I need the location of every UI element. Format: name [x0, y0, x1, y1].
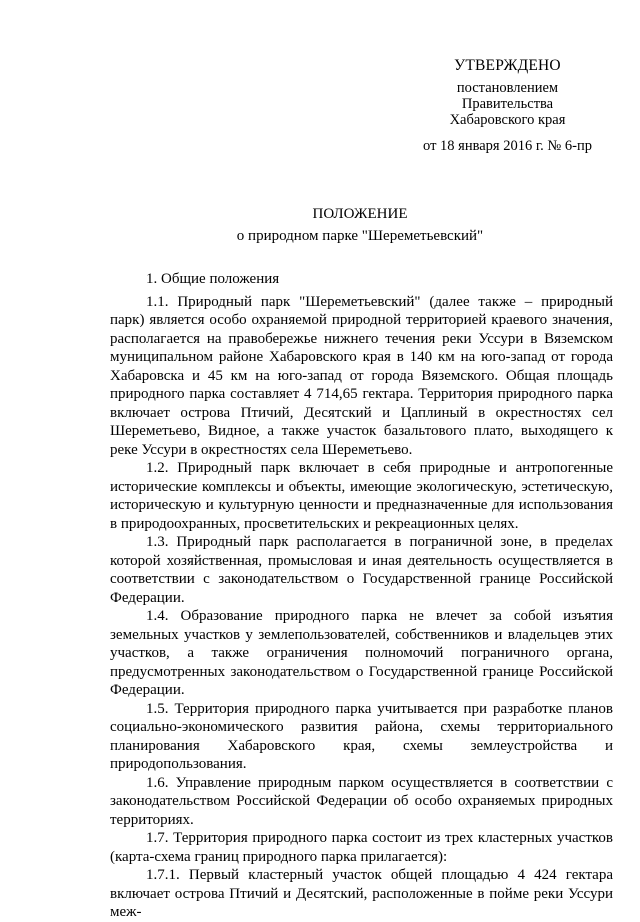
document-title: ПОЛОЖЕНИЕ — [312, 206, 408, 222]
paragraph-1-5: 1.5. Территория природного парка учитывается при разработке планов социально-экономического развития района, схемы территориального планирования Хабаровского края, схемы землеустройства и природопользования. — [110, 700, 613, 772]
paragraph-1-3: 1.3. Природный парк располагается в пограничной зоне, в пределах которой хозяйственная, промысловая и иная деятельность осуществляется в соответствии с законодательством о Государственной границе Российской Федерации. — [110, 534, 613, 606]
paragraph-1-6: 1.6. Управление природным парком осуществляется в соответствии с законодательством Российской Федерации об особо охраняемых природных территориях. — [110, 774, 613, 828]
section-heading: 1. Общие положения — [146, 271, 280, 287]
paragraph-1-7: 1.7. Территория природного парка состоит из трех кластерных участков (карта-схема границ природного парка прилагается): — [110, 830, 613, 865]
approval-line-region: Хабаровского края — [449, 112, 566, 128]
approval-block — [400, 58, 615, 154]
paragraph-1-7-1: 1.7.1. Первый кластерный участок общей площадью 4 424 гектара включает острова Птичий и Десятский, расположенные в пойме реки Уссури меж- — [110, 867, 613, 920]
document-subtitle: о природном парке "Шереметьевский" — [236, 228, 484, 244]
approval-date: от 18 января 2016 г. № 6-пр — [423, 138, 592, 154]
paragraph-1-4: 1.4. Образование природного парка не влечет за собой изъятия земельных участков у землепользователей, собственников и владельцев этих участков, а также ограничения полномочий пограничного органа, предусмотренных законодательством о Государственной границе Российской Федерации. — [110, 608, 613, 698]
approval-line-government: Правительства — [461, 96, 554, 112]
document-title-block — [110, 203, 610, 247]
approval-line-decree: постановлением — [456, 80, 559, 96]
document-body — [110, 270, 613, 922]
approval-stamp: УТВЕРЖДЕНО — [454, 57, 561, 74]
paragraph-1-2: 1.2. Природный парк включает в себя природные и антропогенные исторические комплексы и объекты, имеющие экологическую, эстетическую, историческую и культурную ценности и предназначенные для использования в природоохранных, просветительских и рекреационных целях. — [110, 460, 613, 532]
paragraph-1-1: 1.1. Природный парк "Шереметьевский" (далее также – природный парк) является особо охраняемой природной территорией краевого значения, располагается на правобережье нижнего течения реки Уссури в Вяземском муниципальном районе Хабаровского края в 140 км на юго-запад от города Хабаровска и 45 км на юго-запад от города Вяземского. Общая площадь природного парка составляет 4 714,65 гектара. Территория природного парка включает острова Птичий, Десятский и Цаплиный в окрестностях сел Шереметьево, Видное, а также участок базальтового плато, выходящего к реке Уссури в окрестностях села Шереметьево. — [110, 293, 613, 458]
